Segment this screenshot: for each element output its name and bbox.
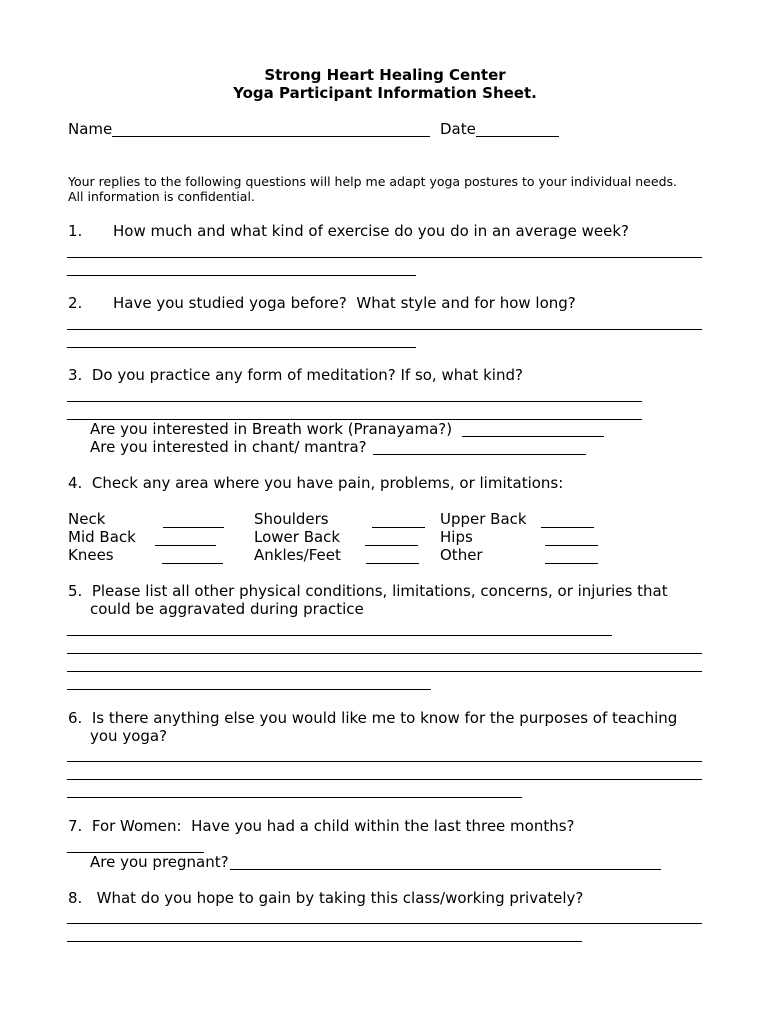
- q5-answer-line-2[interactable]: [67, 653, 702, 654]
- area-neck-check[interactable]: [163, 527, 224, 528]
- q3-text: 3. Do you practice any form of meditation? If so, what kind?: [68, 366, 523, 384]
- q3-breath-text: Are you interested in Breath work (Pranayama?): [90, 420, 453, 438]
- area-other-check[interactable]: [545, 563, 598, 564]
- q7-pregnant-answer[interactable]: [230, 869, 661, 870]
- q4-text: 4. Check any area where you have pain, problems, or limitations:: [68, 474, 564, 492]
- q3-answer-line-1[interactable]: [67, 401, 642, 402]
- q6-answer-line-2[interactable]: [67, 779, 702, 780]
- area-ankles-feet-label: Ankles/Feet: [254, 546, 341, 564]
- area-shoulders-label: Shoulders: [254, 510, 329, 528]
- q1-answer-line-1[interactable]: [67, 257, 702, 258]
- intro-line-2: All information is confidential.: [68, 189, 255, 204]
- area-lower-back-check[interactable]: [365, 545, 418, 546]
- q2-answer-line-2[interactable]: [67, 347, 416, 348]
- q8-answer-line-1[interactable]: [67, 923, 702, 924]
- name-label: Name: [68, 120, 113, 138]
- q6-answer-line-3[interactable]: [67, 797, 522, 798]
- q6-answer-line-1[interactable]: [67, 761, 702, 762]
- q1-text: How much and what kind of exercise do you do in an average week?: [113, 222, 630, 240]
- area-lower-back-label: Lower Back: [254, 528, 341, 546]
- area-knees-check[interactable]: [162, 563, 223, 564]
- q2-number: 2.: [68, 294, 83, 312]
- org-name: Strong Heart Healing Center: [264, 66, 506, 84]
- page-title: Yoga Participant Information Sheet.: [233, 84, 537, 102]
- q6-text-line-2: you yoga?: [90, 727, 168, 745]
- q1-number: 1.: [68, 222, 83, 240]
- area-upper-back-check[interactable]: [541, 527, 594, 528]
- area-knees-label: Knees: [68, 546, 114, 564]
- area-mid-back-label: Mid Back: [68, 528, 136, 546]
- q5-text-line-1: 5. Please list all other physical conditions, limitations, concerns, or injuries that: [68, 582, 668, 600]
- date-label: Date: [440, 120, 476, 138]
- q5-answer-line-4[interactable]: [67, 689, 431, 690]
- q1-answer-line-2[interactable]: [67, 275, 416, 276]
- area-mid-back-check[interactable]: [155, 545, 216, 546]
- q8-answer-line-2[interactable]: [67, 941, 582, 942]
- q3-chant-answer[interactable]: [373, 454, 586, 455]
- q5-answer-line-1[interactable]: [67, 635, 612, 636]
- q2-answer-line-1[interactable]: [67, 329, 702, 330]
- area-neck-label: Neck: [68, 510, 106, 528]
- area-upper-back-label: Upper Back: [440, 510, 527, 528]
- area-shoulders-check[interactable]: [372, 527, 425, 528]
- area-other-label: Other: [440, 546, 483, 564]
- q3-chant-text: Are you interested in chant/ mantra?: [90, 438, 367, 456]
- q2-text: Have you studied yoga before? What style and for how long?: [113, 294, 576, 312]
- q7-pregnant-text: Are you pregnant?: [90, 853, 229, 871]
- q5-answer-line-3[interactable]: [67, 671, 702, 672]
- q8-text: 8. What do you hope to gain by taking this class/working privately?: [68, 889, 584, 907]
- q6-text-line-1: 6. Is there anything else you would like me to know for the purposes of teaching: [68, 709, 678, 727]
- area-hips-check[interactable]: [545, 545, 598, 546]
- q3-breath-answer[interactable]: [462, 436, 604, 437]
- area-hips-label: Hips: [440, 528, 473, 546]
- intro-line-1: Your replies to the following questions will help me adapt yoga postures to your individual needs.: [68, 174, 677, 189]
- q5-text-line-2: could be aggravated during practice: [90, 600, 364, 618]
- area-ankles-feet-check[interactable]: [366, 563, 419, 564]
- q7-text: 7. For Women: Have you had a child within the last three months?: [68, 817, 575, 835]
- name-field[interactable]: [112, 136, 430, 137]
- date-field[interactable]: [476, 136, 559, 137]
